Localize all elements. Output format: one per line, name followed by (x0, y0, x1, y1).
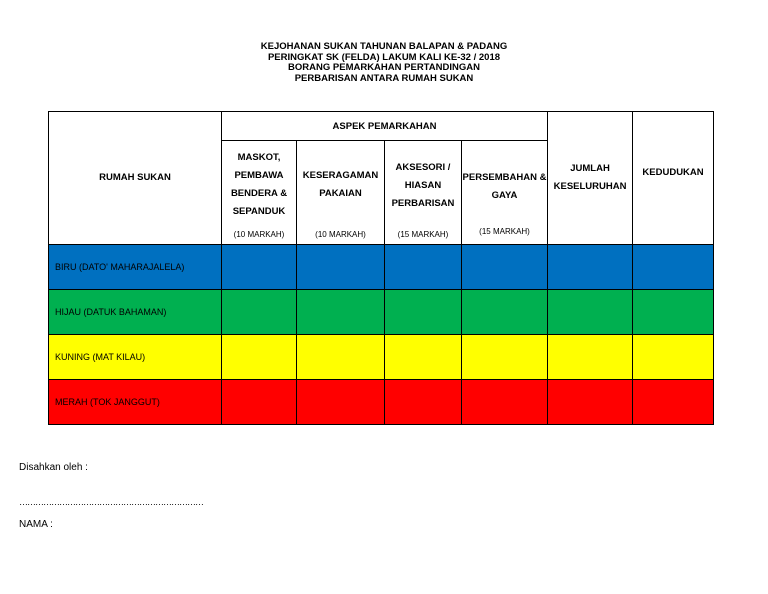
rank-cell[interactable] (633, 290, 714, 335)
form-title (0, 42, 768, 84)
aspect-1-name: MASKOT, PEMBAWA BENDERA & SEPANDUK (230, 152, 288, 217)
title-line-3: BORANG PEMARKAHAN PERTANDINGAN (288, 62, 480, 73)
header-rumah-sukan: RUMAH SUKAN (49, 112, 222, 245)
table-row (49, 290, 714, 335)
header-aspect-2 (297, 141, 385, 245)
title-line-2: PERINGKAT SK (FELDA) LAKUM KALI KE-32 / 2018 (267, 51, 501, 63)
score-table (48, 111, 714, 425)
title-line-4: PERBARISAN ANTARA RUMAH SUKAN (294, 72, 474, 84)
score-cell[interactable] (222, 380, 297, 425)
row-label-kuning: KUNING (MAT KILAU) (49, 335, 222, 380)
row-label-hijau: HIJAU (DATUK BAHAMAN) (49, 290, 222, 335)
title-line-1: KEJOHANAN SUKAN TAHUNAN BALAPAN & PADANG (260, 41, 508, 52)
nama-label: NAMA : (19, 519, 53, 530)
total-cell[interactable] (548, 335, 633, 380)
score-cell[interactable] (222, 290, 297, 335)
header-kedudukan (633, 112, 714, 245)
score-cell[interactable] (222, 335, 297, 380)
score-cell[interactable] (385, 245, 462, 290)
score-cell[interactable] (297, 290, 385, 335)
aspect-4-marks: (15 MARKAH) (479, 227, 530, 236)
header-aspect-1 (222, 141, 297, 245)
table-row (49, 335, 714, 380)
header-aspect-3 (385, 141, 462, 245)
table-row (49, 245, 714, 290)
signature-line: …………………………………………………………… (19, 497, 203, 507)
score-cell[interactable] (462, 380, 548, 425)
score-cell[interactable] (385, 335, 462, 380)
score-cell[interactable] (462, 245, 548, 290)
header-aspek-pemarkahan: ASPEK PEMARKAHAN (222, 112, 548, 141)
header-kedudukan-label: KEDUDUKAN (642, 167, 704, 178)
header-jumlah: JUMLAH KESELURUHAN (548, 112, 633, 245)
aspect-2-marks: (10 MARKAH) (315, 230, 366, 239)
aspect-3-marks: (15 MARKAH) (397, 230, 449, 239)
aspect-1-marks: (10 MARKAH) (233, 230, 285, 239)
score-cell[interactable] (385, 290, 462, 335)
score-cell[interactable] (297, 335, 385, 380)
score-cell[interactable] (297, 245, 385, 290)
row-label-merah: MERAH (TOK JANGGUT) (49, 380, 222, 425)
header-aspect-4 (462, 141, 548, 245)
total-cell[interactable] (548, 245, 633, 290)
score-cell[interactable] (385, 380, 462, 425)
aspect-4-name: PERSEMBAHAN & GAYA (462, 172, 547, 201)
rank-cell[interactable] (633, 380, 714, 425)
row-label-biru: BIRU (DATO' MAHARAJALELA) (49, 245, 222, 290)
total-cell[interactable] (548, 290, 633, 335)
table-row (49, 380, 714, 425)
aspect-2-name: KESERAGAMAN PAKAIAN (302, 170, 379, 199)
score-cell[interactable] (462, 290, 548, 335)
total-cell[interactable] (548, 380, 633, 425)
aspect-3-name: AKSESORI / HIASAN PERBARISAN (391, 162, 455, 209)
score-cell[interactable] (462, 335, 548, 380)
score-cell[interactable] (297, 380, 385, 425)
rank-cell[interactable] (633, 335, 714, 380)
rank-cell[interactable] (633, 245, 714, 290)
score-cell[interactable] (222, 245, 297, 290)
disahkan-label: Disahkan oleh : (19, 462, 88, 473)
